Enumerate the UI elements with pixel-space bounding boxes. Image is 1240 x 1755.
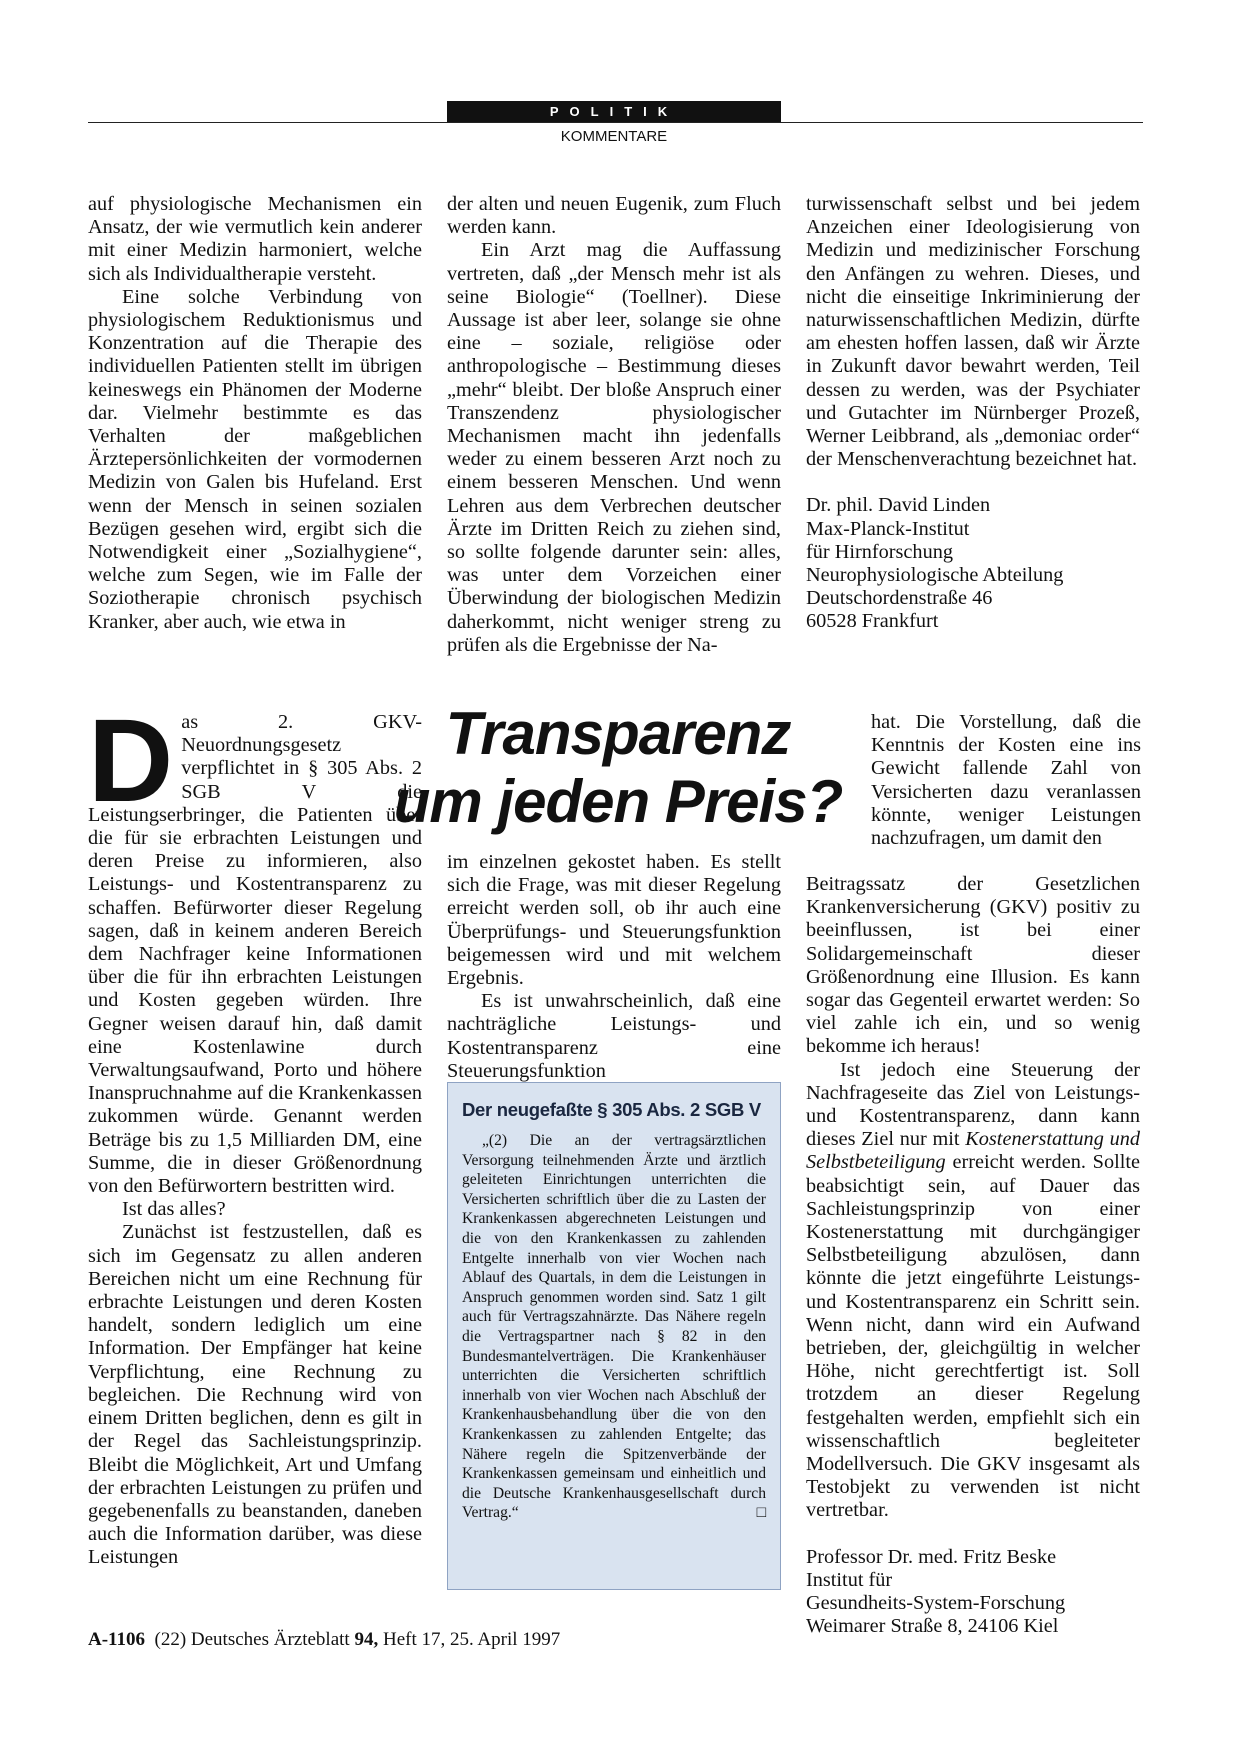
paragraph-text: erreicht werden. Sollte beabsichtigt sein, auf Dauer das Sachleistungsprinzip von einer Kostenerstattung mit durchgängiger Selbstbeteiligung abzulösen, dann könnte die jetzt eingeführte Leistungs- und Kostentransparenz ein Schritt sein. Wenn nicht, dann wird ein Aufwand betrieben, der, gleichgültig in welcher Höhe, nicht gerechtfertigt ist. Soll trotzdem an dieser Regelung festgehalten werden, empfiehlt sich ein wissenschaftlich begleiteter Modellversuch. Die GKV insgesamt als Testobjekt zu verwenden ist nicht vertretbar. bbox=[806, 1151, 1140, 1522]
paragraph bbox=[806, 1059, 1140, 1523]
lower-column-3-top bbox=[871, 711, 1141, 850]
paragraph: Es ist unwahrscheinlich, daß eine nachträgliche Leistungs- und Kostentransparenz eine Steuerungsfunktion bbox=[447, 990, 781, 1082]
paragraph: Ein Arzt mag die Auffassung vertreten, daß „der Mensch mehr ist als seine Biologie“ (Toellner). Diese Aussage ist aber leer, solange sie ohne eine – soziale, religiöse oder anthropologische – Bestimmung dieses „mehr“ bleibt. Der bloße Anspruch einer Transzendenz physiologischer Mechanismen macht ihn jedenfalls weder zu einem besseren Arzt noch zu einem besseren Menschen. Und wenn Lehren aus dem Verbrechen deutscher Ärzte im Dritten Reich zu ziehen sind, so sollte folgende darunter sein: alles, was unter dem Vorzeichen einer Überwindung der biologischen Medizin daherkommt, nicht weniger streng zu prüfen als die Ergebnisse der Na- bbox=[447, 239, 781, 656]
paragraph: turwissenschaft selbst und bei jedem Anzeichen einer Ideologisierung von Medizin und medizinischer Forschung den Anfängen zu wehren. Dieses, und nicht die einseitige Inkriminierung der naturwissenschaftlichen Medizin, dürfte am ehesten hoffen lassen, daß wir Ärzte in Zukunft davor bewahrt werden, Teil dessen zu werden, was der Psychiater und Gutachter im Nürnberger Prozeß, Werner Leibbrand, als „demoniac order“ der Menschenverachtung bezeichnet hat. bbox=[806, 193, 1140, 471]
lower-column-1 bbox=[88, 695, 422, 1570]
lower-column-3 bbox=[806, 873, 1140, 1639]
headline-line: Transparenz bbox=[445, 700, 791, 767]
subsection-label: KOMMENTARE bbox=[560, 128, 668, 145]
author-line: Max-Planck-Institut bbox=[806, 517, 970, 540]
author-line: Deutschordenstraße 46 bbox=[806, 587, 993, 610]
page-code: A-1106 bbox=[88, 1629, 145, 1650]
paragraph-text: Ist jedoch eine Steuerung der Nachfrageseite das Ziel von Leistungs- und Kostentransparenz, dann kann dieses Ziel nur mit bbox=[806, 1058, 1140, 1151]
paragraph: Beitragssatz der Gesetzlichen Krankenversicherung (GKV) positiv zu beeinflussen, ist bei einer Solidargemeinschaft dieser Größenordnung eine Illusion. Es kann sogar das Gegenteil erwartet werden: So viel zahle ich ein, und so wenig bekomme ich heraus! bbox=[806, 873, 1140, 1058]
author-line: Neurophysiologische Abteilung bbox=[806, 564, 1064, 587]
author-signature bbox=[806, 494, 1140, 633]
author-line: Professor Dr. med. Fritz Beske bbox=[806, 1545, 1057, 1568]
issue-date: Heft 17, 25. April 1997 bbox=[378, 1629, 561, 1650]
headline-line: um jeden Preis? bbox=[393, 768, 843, 835]
drop-cap: D bbox=[88, 695, 174, 827]
section-label: POLITIK bbox=[447, 101, 781, 122]
paragraph-text: as 2. GKV-Neuordnungsgesetz verpflichtet in § 305 Abs. 2 SGB V die Leistungserbringer, die Patienten über die für sie erbrachten Leistungen und deren Preise zu informieren, also Leistungs- und Kostentransparenz zu schaffen. Befürworter dieser Regelung sagen, daß in keinem anderen Bereich dem Nachfrager keine Informationen über die für ihn erbrachten Leistungen und Kosten gegeben würden. Ihre Gegner weisen darauf hin, daß damit eine Kostenlawine durch Verwaltungsaufwand, Porto und höhere Inanspruchnahme auf die Krankenkassen zukommen würde. Genannt werden Beträge bis zu 1,5 Milliarden DM, eine Summe, die in dieser Größenordnung von den Befürwortern bestritten wird. bbox=[88, 711, 422, 1198]
paragraph: Zunächst ist festzustellen, daß es sich im Gegensatz zu allen anderen Bereichen nicht um eine Rechnung für erbrachte Leistungen und deren Kosten handelt, sondern lediglich um eine Information. Der Empfänger hat keine Verpflichtung, eine Rechnung zu begleichen. Die Rechnung wird von einem Dritten beglichen, denn es gilt in der Regel das Sachleistungsprinzip. Bleibt die Möglichkeit, Art und Umfang der erbrachten Leistungen zu prüfen und gegebenenfalls zu beanstanden, daneben auch die Information darüber, was diese Leistungen bbox=[88, 1221, 422, 1569]
box-title: Der neugefaßte § 305 Abs. 2 SGB V bbox=[462, 1099, 761, 1120]
author-signature bbox=[806, 1546, 1140, 1639]
journal-info: (22) Deutsches Ärzteblatt bbox=[154, 1629, 355, 1650]
author-line: 60528 Frankfurt bbox=[806, 610, 939, 633]
paragraph: hat. Die Vorstellung, daß die Kenntnis der Kosten eine ins Gewicht fallende Zahl von Versicherten dazu veranlassen könnte, weniger Leistungen nachzufragen, um damit den bbox=[871, 711, 1141, 850]
header-rule bbox=[88, 122, 1143, 123]
author-line: für Hirnforschung bbox=[806, 540, 953, 563]
article-headline bbox=[383, 700, 853, 836]
author-line: Gesundheits-System-Forschung bbox=[806, 1592, 1066, 1615]
box-text bbox=[462, 1131, 766, 1523]
lower-column-2 bbox=[447, 851, 781, 1083]
box-quote: „(2) Die an der vertragsärztlichen Versorgung teilnehmenden Ärzte und ärztlich geleiteten Einrichtungen unterrichten die Versicherten schriftlich über die zu Lasten der Krankenkassen abgerechneten Leistungen und die von den Krankenkassen zu zahlenden Entgelte innerhalb von vier Wochen nach Ablauf des Quartals, in dem die Leistungen in Anspruch genommen worden sind. Satz 1 gilt auch für Vertragszahnärzte. Das Nähere regeln die Vertragspartner nach § 82 in den Bundesmantelverträgen. Die Krankenhäuser unterrichten die Versicherten schriftlich innerhalb von vier Wochen nach Abschluß der Krankenhausbehandlung über die von den Krankenkassen zu zahlenden Entgelte; das Nähere regeln die Spitzenverbände der Krankenkassen gemeinsam und einheitlich und die Deutsche Krankenhausgesellschaft durch Vertrag.“ bbox=[462, 1132, 766, 1522]
upper-column-3 bbox=[806, 193, 1140, 634]
page-footer bbox=[88, 1629, 560, 1651]
upper-column-1 bbox=[88, 193, 422, 634]
paragraph: auf physiologische Mechanismen ein Ansatz, der wie vermutlich kein anderer mit einer Medizin harmoniert, welche sich als Individualtherapie versteht. bbox=[88, 193, 422, 285]
paragraph: im einzelnen gekostet haben. Es stellt sich die Frage, was mit dieser Regelung erreicht werden soll, ob ihr auch eine Überprüfungs- und Steuerungsfunktion beigemessen wird und mit welchem Ergebnis. bbox=[447, 851, 781, 990]
paragraph: der alten und neuen Eugenik, zum Fluch werden kann. bbox=[447, 193, 781, 239]
paragraph: Ist das alles? bbox=[122, 1198, 226, 1221]
emphasis-text: Kostenerstattung und Selbstbeteiligung bbox=[806, 1128, 1140, 1174]
law-text-box bbox=[447, 1082, 781, 1590]
end-mark-icon: □ bbox=[756, 1504, 766, 1522]
upper-column-2 bbox=[447, 193, 781, 657]
paragraph bbox=[88, 695, 422, 1198]
author-line: Weimarer Straße 8, 24106 Kiel bbox=[806, 1615, 1059, 1638]
volume-number: 94, bbox=[354, 1629, 379, 1650]
paragraph: Eine solche Verbindung von physiologischem Reduktionismus und Konzentration auf die Therapie des individuellen Patienten stellt im übrigen keineswegs ein Phänomen der Moderne dar. Vielmehr bestimmte es das Verhalten der maßgeblichen Ärztepersönlichkeiten der vormodernen Medizin von Galen bis Hufeland. Erst wenn der Mensch in seinen sozialen Bezügen gesehen wird, ergibt sich die Notwendigkeit einer „Sozialhygiene“, welche zum Segen, wie im Falle der Soziotherapie chronisch psychisch Kranker, aber auch, wie etwa in bbox=[88, 285, 422, 633]
author-line: Dr. phil. David Linden bbox=[806, 494, 991, 517]
author-line: Institut für bbox=[806, 1568, 893, 1591]
